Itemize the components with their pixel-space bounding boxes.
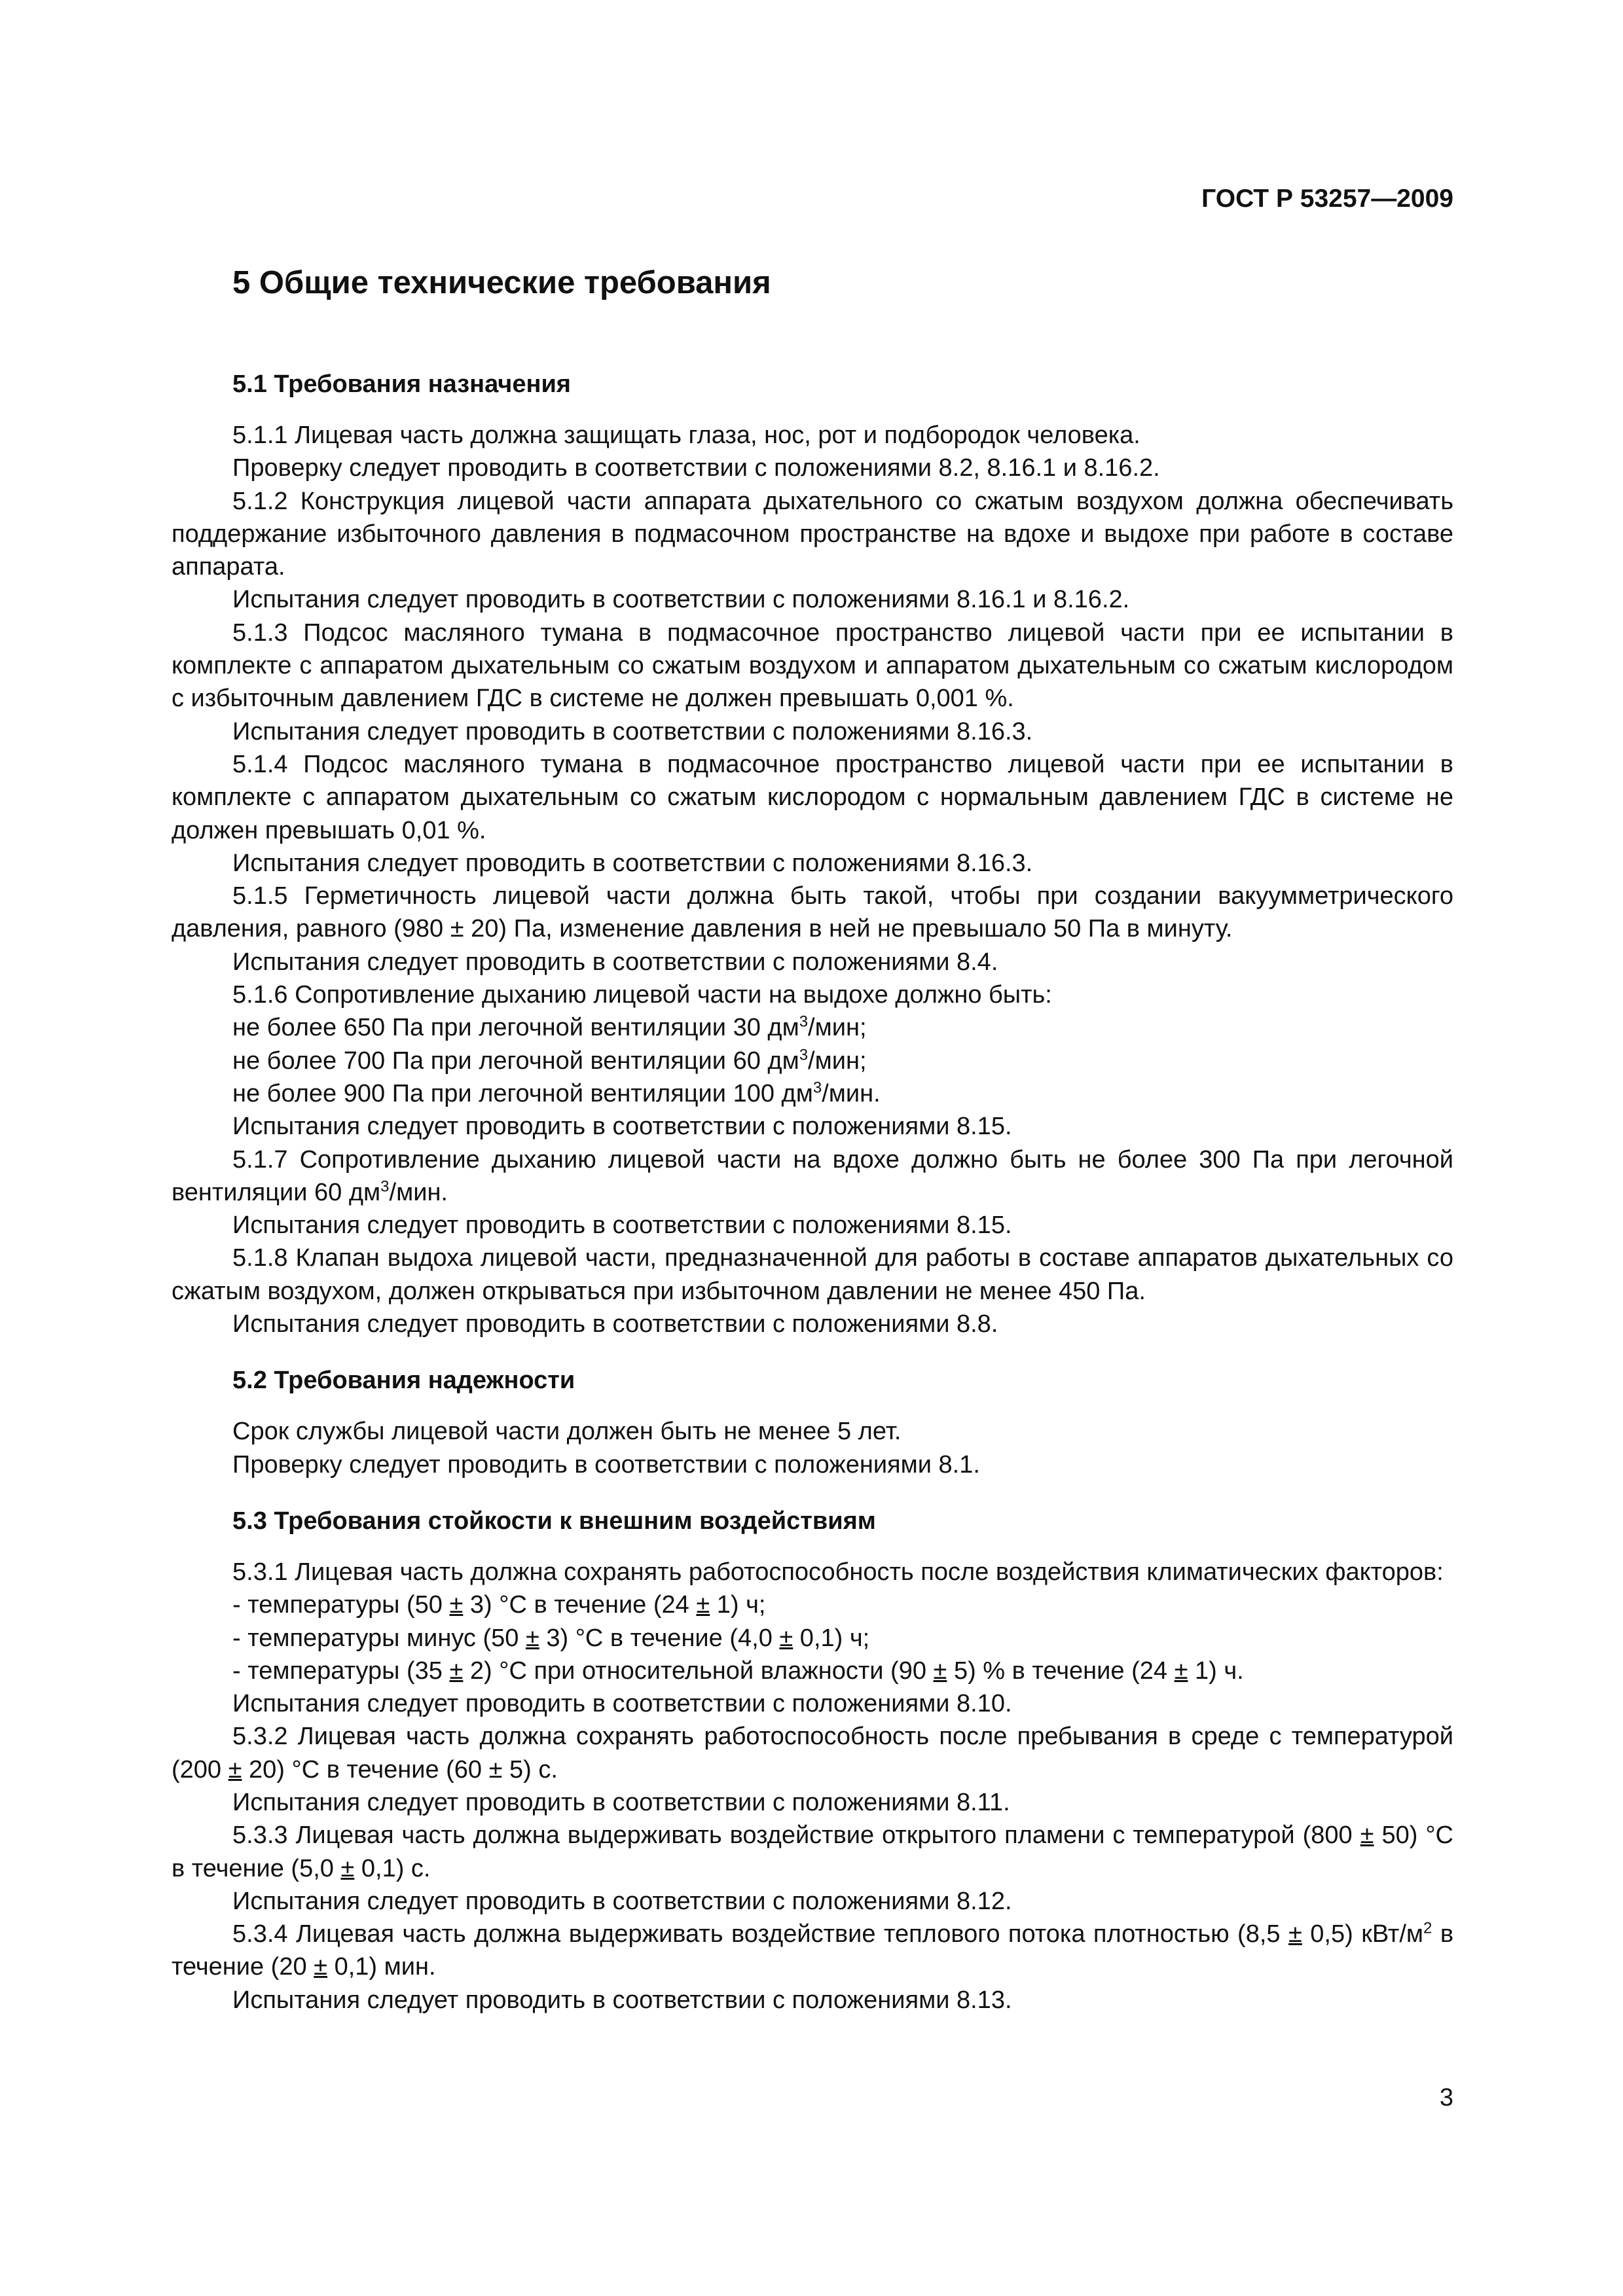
paragraph: 5.3.1 Лицевая часть должна сохранять работоспособность после воздействия климатических факторов: [232,1558,1444,1586]
paragraph: Проверку следует проводить в соответствии с положениями 8.1. [232,1450,980,1479]
list-item: - температуры (50 ± 3) °С в течение (24 ± 1) ч; [232,1591,766,1619]
subsection-title-5-2: 5.2 Требования надежности [232,1367,575,1395]
paragraph: 5.1.3 Подсос масляного тумана в подмасочное пространство лицевой части при ее испытании в комплекте с аппаратом дыхательным со сжатым воздухом и аппаратом дыхательным со сжатым кислородом с избыточным давлением ГДС в системе не должен превышать 0,001 %. [172,619,1453,713]
paragraph: 5.3.3 Лицевая часть должна выдерживать воздействие открытого пламени с температурой (800 ± 50) °С в течение (5,0 ± 0,1) с. [172,1821,1453,1882]
subsection-title-5-3: 5.3 Требования стойкости к внешним воздействиям [232,1507,876,1535]
paragraph: Испытания следует проводить в соответствии с положениями 8.15. [232,1113,1012,1141]
page-number: 3 [1439,2084,1453,2111]
list-item: не более 900 Па при легочной вентиляции 100 $дм^3$/мин. [232,1079,881,1107]
paragraph: Испытания следует проводить в соответствии с положениями 8.13. [232,1986,1012,2014]
paragraph: 5.1.1 Лицевая часть должна защищать глаза, нос, рот и подбородок человека. [232,422,1140,449]
paragraph: Испытания следует проводить в соответствии с положениями 8.11. [232,1788,1010,1816]
paragraph: Испытания следует проводить в соответствии с положениями 8.10. [232,1690,1012,1718]
paragraph: Испытания следует проводить в соответствии с положениями 8.12. [232,1887,1012,1915]
paragraph: 5.1.4 Подсос масляного тумана в подмасочное пространство лицевой части при ее испытании в комплекте с аппаратом дыхательным со сжатым кислородом с нормальным давлением ГДС в системе не должен превышать 0,01 %. [172,750,1453,844]
paragraph: Срок службы лицевой части должен быть не менее 5 лет. [232,1418,902,1446]
paragraph: Проверку следует проводить в соответствии с положениями 8.2, 8.16.1 и 8.16.2. [232,454,1160,482]
paragraph: Испытания следует проводить в соответствии с положениями 8.16.1 и 8.16.2. [232,586,1130,614]
section-title: 5 Общие технические требования [232,265,771,300]
paragraph: 5.1.5 Герметичность лицевой части должна быть такой, чтобы при создании вакуумметрического давления, равного (980 ± 20) Па, изменение давления в ней не превышало 50 Па в минуту. [172,882,1453,943]
paragraph: Испытания следует проводить в соответствии с положениями 8.16.3. [232,849,1033,877]
paragraph: 5.3.2 Лицевая часть должна сохранять работоспособность после пребывания в среде с температурой (200 ± 20) °С в течение (60 ± 5) с. [172,1723,1453,1784]
paragraph: 5.3.4 Лицевая часть должна выдерживать воздействие теплового потока плотностью (8,5 ± 0,5) кВт/$м^2$ в течение (20 ± 0,1) мин. [172,1919,1454,1981]
list-item: - температуры (35 ± 2) °С при относительной влажности (90 ± 5) % в течение (24 ± 1) ч. [232,1657,1244,1685]
subsection-title-5-1: 5.1 Требования назначения [232,370,571,398]
paragraph: 5.1.6 Сопротивление дыханию лицевой части на выдохе должно быть: [232,981,1052,1009]
paragraph: Испытания следует проводить в соответствии с положениями 8.8. [232,1310,998,1338]
list-item: не более 700 Па при легочной вентиляции 60 $дм^3$/мин; [232,1045,867,1075]
paragraph: 5.1.7 Сопротивление дыханию лицевой части на вдохе должно быть не более 300 Па при легочной вентиляции 60 $дм^3$/мин. [172,1145,1453,1206]
paragraph: Испытания следует проводить в соответствии с положениями 8.16.3. [232,717,1033,745]
paragraph: Испытания следует проводить в соответствии с положениями 8.15. [232,1211,1012,1240]
document-body [172,259,1453,2017]
list-item: не более 650 Па при легочной вентиляции 30 $дм^3$/мин; [232,1013,867,1042]
list-item: - температуры минус (50 ± 3) °С в течение (4,0 ± 0,1) ч; [232,1624,870,1652]
document-id: ГОСТ Р 53257—2009 [1201,185,1453,213]
paragraph: Испытания следует проводить в соответствии с положениями 8.4. [232,948,998,976]
paragraph: 5.1.2 Конструкция лицевой части аппарата дыхательного со сжатым воздухом должна обеспечивать поддержание избыточного давления в подмасочном пространстве на вдохе и выдохе при работе в составе аппарата. [172,487,1453,581]
paragraph: 5.1.8 Клапан выдоха лицевой части, предназначенной для работы в составе аппаратов дыхательных со сжатым воздухом, должен открываться при избыточном давлении не менее 450 Па. [172,1244,1453,1305]
